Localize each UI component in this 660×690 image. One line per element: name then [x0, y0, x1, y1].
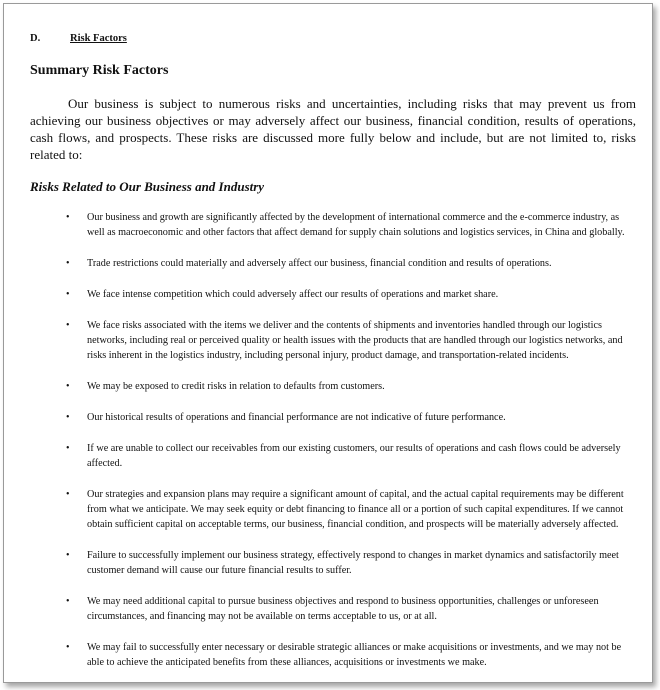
bullet-icon: • — [66, 412, 70, 423]
intro-paragraph: Our business is subject to numerous risks and uncertainties, including risks that may prevent us from achieving our business objectives or may adversely affect our business, financial condition, results of operations, cash flows, and prospects. These risks are discussed more fully below and include, but are not limited to, risks related to: — [30, 96, 636, 162]
section-letter: D. — [30, 33, 41, 44]
risk-item — [4, 318, 644, 363]
risk-list — [4, 210, 644, 683]
bullet-icon: • — [66, 258, 70, 269]
risk-item — [4, 640, 644, 670]
bullet-icon: • — [66, 320, 70, 331]
bullet-icon: • — [66, 381, 70, 392]
risk-item — [4, 210, 644, 240]
bullet-icon: • — [66, 550, 70, 561]
summary-title: Summary Risk Factors — [30, 63, 169, 78]
risk-item — [4, 379, 644, 394]
risk-text: Failure to successfully implement our business strategy, effectively respond to changes in market dynamics and satisfactorily meet customer demand will cause our future financial results to suffer. — [87, 550, 619, 576]
risk-item — [4, 410, 644, 425]
risk-item — [4, 487, 644, 532]
bullet-icon: • — [66, 489, 70, 500]
bullet-icon: • — [66, 212, 70, 223]
risk-text: We may fail to successfully enter necessary or desirable strategic alliances or make acquisitions or investments, and we may not be able to achieve the anticipated benefits from these alliances, acquisitions or investments we make. — [87, 642, 622, 668]
risk-text: We face risks associated with the items we deliver and the contents of shipments and inventories handled through our logistics networks, including real or perceived quality or health issues with the products that are handled through our logistics networks, and risks inherent in the logistics industry, including personal injury, product damage, and transportation-related incidents. — [87, 320, 623, 361]
risk-item — [4, 548, 644, 578]
risk-text: Trade restrictions could materially and adversely affect our business, financial condition and results of operations. — [87, 258, 552, 269]
risk-item — [4, 441, 644, 471]
document-page — [3, 3, 653, 683]
risk-category-heading: Risks Related to Our Business and Industry — [30, 179, 265, 194]
section-heading — [30, 33, 127, 44]
risk-text: Our business and growth are significantly affected by the development of international commerce and the e-commerce industry, as well as macroeconomic and other factors that affect demand for supply chain solutions and logistics services, in China and globally. — [87, 212, 625, 238]
bullet-icon: • — [66, 289, 70, 300]
bullet-icon: • — [66, 642, 70, 653]
risk-item — [4, 287, 644, 302]
risk-text: Our strategies and expansion plans may require a significant amount of capital, and the actual capital requirements may be different from what we anticipate. We may seek equity or debt financing to finance all or a portion of such capital expenditures. If we cannot obtain sufficient capital on acceptable terms, our business, financial condition, and prospects will be materially adversely affected. — [87, 489, 624, 530]
risk-text: Our historical results of operations and financial performance are not indicative of future performance. — [87, 412, 506, 423]
risk-text: We may need additional capital to pursue business objectives and respond to business opportunities, challenges or unforeseen circumstances, and financing may not be available on terms acceptable to us, or at all. — [87, 596, 599, 622]
risk-text: If we are unable to collect our receivables from our existing customers, our results of operations and cash flows could be adversely affected. — [87, 443, 621, 469]
risk-item — [4, 594, 644, 624]
bullet-icon: • — [66, 443, 70, 454]
risk-text: We may be exposed to credit risks in relation to defaults from customers. — [87, 381, 385, 392]
risk-item — [4, 256, 644, 271]
bullet-icon: • — [66, 596, 70, 607]
section-title: Risk Factors — [70, 33, 127, 44]
risk-text: We face intense competition which could adversely affect our results of operations and market share. — [87, 289, 499, 300]
